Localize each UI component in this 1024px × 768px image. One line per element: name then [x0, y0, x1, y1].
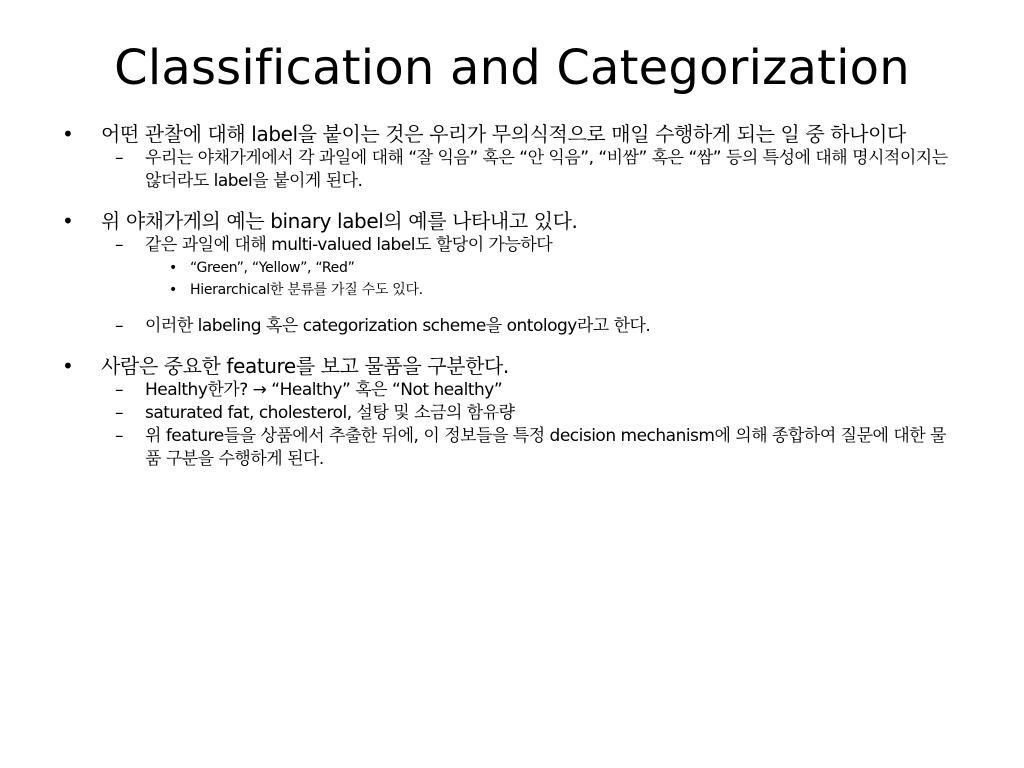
sub-bullet-item	[60, 315, 960, 338]
sub-bullet-item	[60, 402, 960, 425]
sub-bullet-text: 이러한 labeling 혹은 categorization scheme을 ontology라고 한다.	[145, 316, 651, 336]
sub-bullet-item	[60, 379, 960, 402]
sub-bullet-item	[60, 234, 960, 257]
bullet-text: 어떤 관찰에 대해 label을 붙이는 것은 우리가 무의식적으로 매일 수행하게 되는 일 중 하나이다	[101, 122, 906, 146]
dash-marker: –	[115, 403, 123, 423]
sub-bullet-text: Healthy한가? → “Healthy” 혹은 “Not healthy”	[145, 380, 503, 400]
bullet-marker: •	[62, 354, 74, 378]
sub-bullet-item	[60, 425, 960, 471]
sub-sub-bullet-text: Hierarchical한 분류를 가질 수도 있다.	[190, 282, 423, 298]
dash-marker: –	[115, 426, 123, 446]
sub-bullet-item	[60, 147, 960, 193]
sub-bullet-text: 같은 과일에 대해 multi-valued label도 할당이 가능하다	[145, 235, 553, 255]
sub-bullet-marker: •	[169, 282, 177, 298]
sub-bullet-text: 우리는 야채가게에서 각 과일에 대해 “잘 익음” 혹은 “안 익음”, “비쌈” 혹은 “쌈” 등의 특성에 대해 명시적이지는 않더라도 label을 붙이게 된다.	[145, 148, 948, 191]
dash-marker: –	[115, 316, 123, 336]
sub-sub-bullet-text: “Green”, “Yellow”, “Red”	[190, 260, 355, 276]
dash-marker: –	[115, 380, 123, 400]
dash-marker: –	[115, 148, 123, 168]
slide-body	[60, 122, 960, 471]
sub-bullet-text: saturated fat, cholesterol, 설탕 및 소금의 함유량	[145, 403, 515, 423]
bullet-marker: •	[62, 122, 74, 146]
bullet-item	[60, 122, 960, 147]
sub-sub-bullet-item	[60, 257, 960, 279]
bullet-item	[60, 354, 960, 379]
bullet-text: 위 야채가게의 예는 binary label의 예를 나타내고 있다.	[101, 209, 578, 233]
bullet-text: 사람은 중요한 feature를 보고 물품을 구분한다.	[101, 354, 509, 378]
dash-marker: –	[115, 235, 123, 255]
sub-bullet-marker: •	[169, 260, 177, 276]
bullet-item	[60, 209, 960, 234]
sub-sub-bullet-item	[60, 279, 960, 301]
bullet-marker: •	[62, 209, 74, 233]
sub-bullet-text: 위 feature들을 상품에서 추출한 뒤에, 이 정보들을 특정 decision mechanism에 의해 종합하여 질문에 대한 물품 구분을 수행하게 된다.	[145, 426, 946, 469]
slide-title: Classification and Categorization	[114, 40, 910, 96]
